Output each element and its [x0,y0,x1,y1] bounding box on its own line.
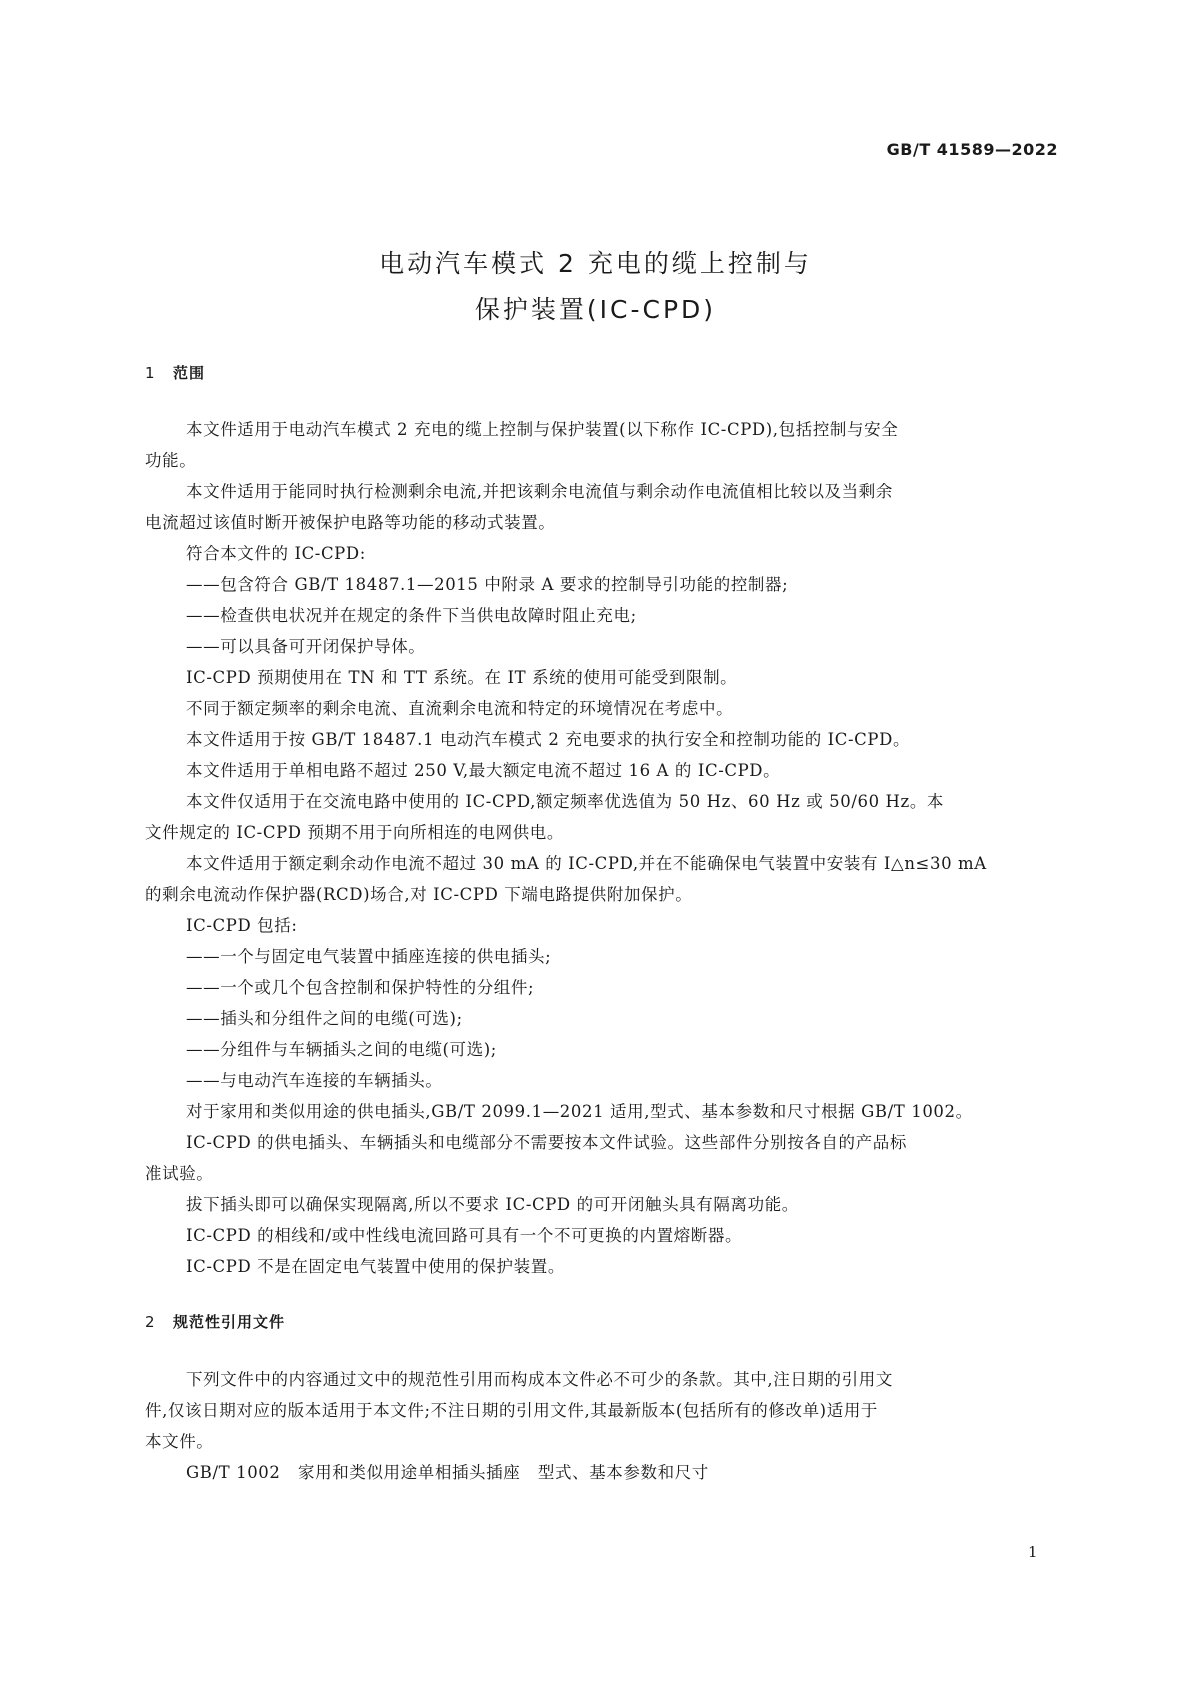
paragraph-line: IC-CPD 不是在固定电气装置中使用的保护装置。 [186,1257,565,1276]
list-item: ——包含符合 GB/T 18487.1—2015 中附录 A 要求的控制导引功能的控制器; [186,575,789,594]
list-item: ——与电动汽车连接的车辆插头。 [186,1071,443,1090]
reference-entry: GB/T 1002 家用和类似用途单相插头插座 型式、基本参数和尺寸 [186,1463,709,1482]
section-title: 范围 [173,364,206,382]
paragraph-line: 电流超过该值时断开被保护电路等功能的移动式装置。 [145,513,556,532]
paragraph-line: 的剩余电流动作保护器(RCD)场合,对 IC-CPD 下端电路提供附加保护。 [145,885,693,904]
paragraph-line: 本文件。 [145,1432,214,1451]
paragraph-line: 本文件仅适用于在交流电路中使用的 IC-CPD,额定频率优选值为 50 Hz、60 Hz 或 50/60 Hz。本 [186,792,945,811]
section-number: 2 [145,1313,156,1331]
list-item: ——一个或几个包含控制和保护特性的分组件; [186,978,535,997]
section-title: 规范性引用文件 [173,1313,286,1331]
list-item: ——可以具备可开闭保护导体。 [186,637,426,656]
paragraph-line: 本文件适用于电动汽车模式 2 充电的缆上控制与保护装置(以下称作 IC-CPD),包括控制与安全 [186,420,899,439]
list-item: ——检查供电状况并在规定的条件下当供电故障时阻止充电; [186,606,637,625]
paragraph-line: 文件规定的 IC-CPD 预期不用于向所相连的电网供电。 [145,823,564,842]
paragraph-line: 符合本文件的 IC-CPD: [186,544,366,563]
paragraph-line: IC-CPD 包括: [186,916,298,935]
standard-number: GB/T 41589—2022 [886,140,1058,159]
paragraph-line: 本文件适用于额定剩余动作电流不超过 30 mA 的 IC-CPD,并在不能确保电气装置中安装有 I△n≤30 mA [186,854,987,873]
paragraph-line: IC-CPD 预期使用在 TN 和 TT 系统。在 IT 系统的使用可能受到限制。 [186,668,738,687]
paragraph-line: 准试验。 [145,1164,214,1183]
paragraph-line: 功能。 [145,451,197,470]
paragraph-line: 拔下插头即可以确保实现隔离,所以不要求 IC-CPD 的可开闭触头具有隔离功能。 [186,1195,799,1214]
paragraph-line: IC-CPD 的相线和/或中性线电流回路可具有一个不可更换的内置熔断器。 [186,1226,743,1245]
paragraph-line: IC-CPD 的供电插头、车辆插头和电缆部分不需要按本文件试验。这些部件分别按各自的产品标 [186,1133,907,1152]
paragraph-line: 本文件适用于能同时执行检测剩余电流,并把该剩余电流值与剩余动作电流值相比较以及当剩余 [186,482,893,501]
section-1-heading [145,362,205,383]
list-item: ——分组件与车辆插头之间的电缆(可选); [186,1040,497,1059]
list-item: ——一个与固定电气装置中插座连接的供电插头; [186,947,552,966]
paragraph-line: 不同于额定频率的剩余电流、直流剩余电流和特定的环境情况在考虑中。 [186,699,734,718]
paragraph-line: 对于家用和类似用途的供电插头,GB/T 2099.1—2021 适用,型式、基本参数和尺寸根据 GB/T 1002。 [186,1102,973,1121]
paragraph-line: 下列文件中的内容通过文中的规范性引用而构成本文件必不可少的条款。其中,注日期的引用文 [186,1370,893,1389]
list-item: ——插头和分组件之间的电缆(可选); [186,1009,463,1028]
section-number: 1 [145,364,156,382]
paragraph-line: 本文件适用于按 GB/T 18487.1 电动汽车模式 2 充电要求的执行安全和控制功能的 IC-CPD。 [186,730,911,749]
document-title-line-1: 电动汽车模式 2 充电的缆上控制与 [379,249,812,278]
document-title-line-2: 保护装置(IC-CPD) [474,295,717,324]
paragraph-line: 本文件适用于单相电路不超过 250 V,最大额定电流不超过 16 A 的 IC-CPD。 [186,761,781,780]
section-2-heading [145,1311,285,1332]
paragraph-line: 件,仅该日期对应的版本适用于本文件;不注日期的引用文件,其最新版本(包括所有的修改单)适用于 [145,1401,879,1420]
page-number: 1 [1028,1543,1038,1561]
